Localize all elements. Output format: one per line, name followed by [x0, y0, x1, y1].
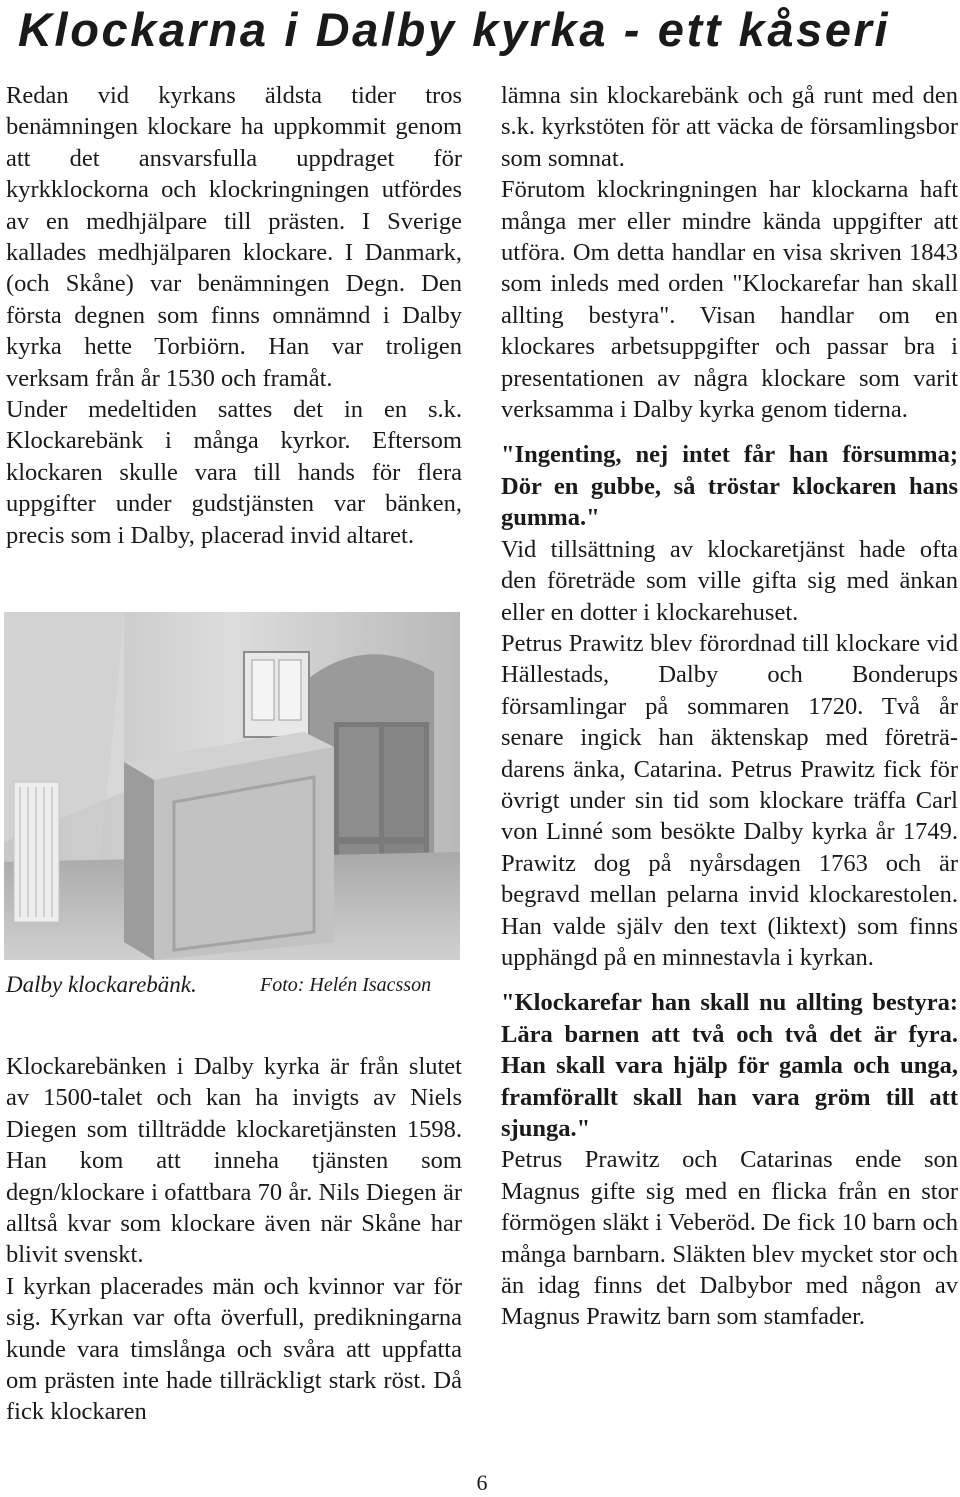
photo-credit: Foto: Helén Isacsson: [260, 974, 432, 996]
photo-illustration: [4, 612, 460, 960]
photo-caption: [6, 972, 458, 1002]
paragraph: Redan vid kyrkans äldsta tider tros benämningen klockare ha uppkommit genom att det ansvarsfulla uppdraget för kyrkklockorna och klockringningen utfördes av en medhjälpare till prästen. I Sverige kallades medhjälparen klockare. I Danmark, (och Skåne) var benämningen Degn. Den första degnen som finns omnämnd i Dalby kyrka hette Torbiörn. Han var troligen verksam från år 1530 och framåt.: [6, 82, 462, 392]
caption-text: Dalby klockarebänk.: [6, 972, 197, 997]
paragraph: Vid tillsättning av klockaretjänst hade ofta den företräde som ville gifta sig med änkan eller en dotter i klockarehuset.: [501, 535, 958, 626]
paragraph: Klockarebänken i Dalby kyrka är från slutet av 1500-talet och kan ha invigts av Niels Diegen som tillträdde klockaretjänsten 1598. Han kom att inneha tjänsten som degn/klockare i ofattbara 70 år. Nils Diegen är alltså kvar som klockare även när Skåne har blivit svenskt.: [6, 1053, 462, 1269]
paragraph: Under medeltiden sattes det in en s.k. Klockarebänk i många kyrkor. Eftersom klockaren skulle vara till hands för flera uppgifter under gudstjänsten var bänken, precis som i Dalby, placerad invid altaret.: [6, 396, 462, 549]
page-number: 6: [476, 1470, 488, 1495]
paragraph: lämna sin klockarebänk och gå runt med den s.k. kyrkstöten för att väcka de församlingsbor som somnat.: [501, 82, 958, 172]
right-column: [501, 80, 958, 1333]
verse-quote: "Ingenting, nej intet får han försumma; Dör en gubbe, så tröstar klockaren hans gumma.": [501, 441, 958, 532]
paragraph: Petrus Prawitz blev förordnad till klockare vid Hällestads, Dalby och Bonderups församlingar på sommaren 1720. Två år senare ingick han äktenskap med företrädarens änka, Catarina. Petrus Prawitz fick för övrigt under sin tid som klockare träffa Carl von Linné som besökte Dalby kyrka år 1749. Prawitz dog på nyårsdagen 1763 och är begravd mellan pelarna invid klockarestolen. Han valde själv den text (liktext) som finns upphängd på en minnestavla i kyrkan.: [501, 629, 958, 971]
article-title: Klockarna i Dalby kyrka - ett kåseri: [18, 3, 891, 56]
paragraph: Förutom klockringningen har klockarna haft många mer eller mindre kända uppgifter att utföra. Om detta handlar en visa skriven 1843 som inleds med orden "Klockarefar han skall allting bestyra". Visan handlar om en klockares arbetsuppgifter och passar bra i presentationen av några klockare som varit verksamma i Dalby kyrka genom tiderna.: [501, 176, 958, 424]
left-column-bottom: [6, 1051, 462, 1428]
paragraph: I kyrkan placerades män och kvinnor var för sig. Kyrkan var ofta överfull, predikningarna kunde vara timslånga och svåra att uppfatta om prästen inte hade tillräckligt stark röst. Då fick klockaren: [6, 1272, 462, 1426]
verse-quote: "Klockarefar han skall nu allting bestyra: Lära barnen att två och två det är fyra. Han skall vara hjälp för gamla och unga, framförallt skall han vara gröm till att sjunga.": [501, 989, 958, 1142]
church-bench-photo: [4, 612, 460, 960]
paragraph: Petrus Prawitz och Catarinas ende son Magnus gifte sig med en flicka från en stor förmögen släkt i Veberöd. De fick 10 barn och många barnbarn. Släkten blev mycket stor och än idag finns det Dalbybor med någon av Magnus Prawitz barn som stamfader.: [501, 1146, 958, 1331]
left-column-top: [6, 80, 462, 551]
